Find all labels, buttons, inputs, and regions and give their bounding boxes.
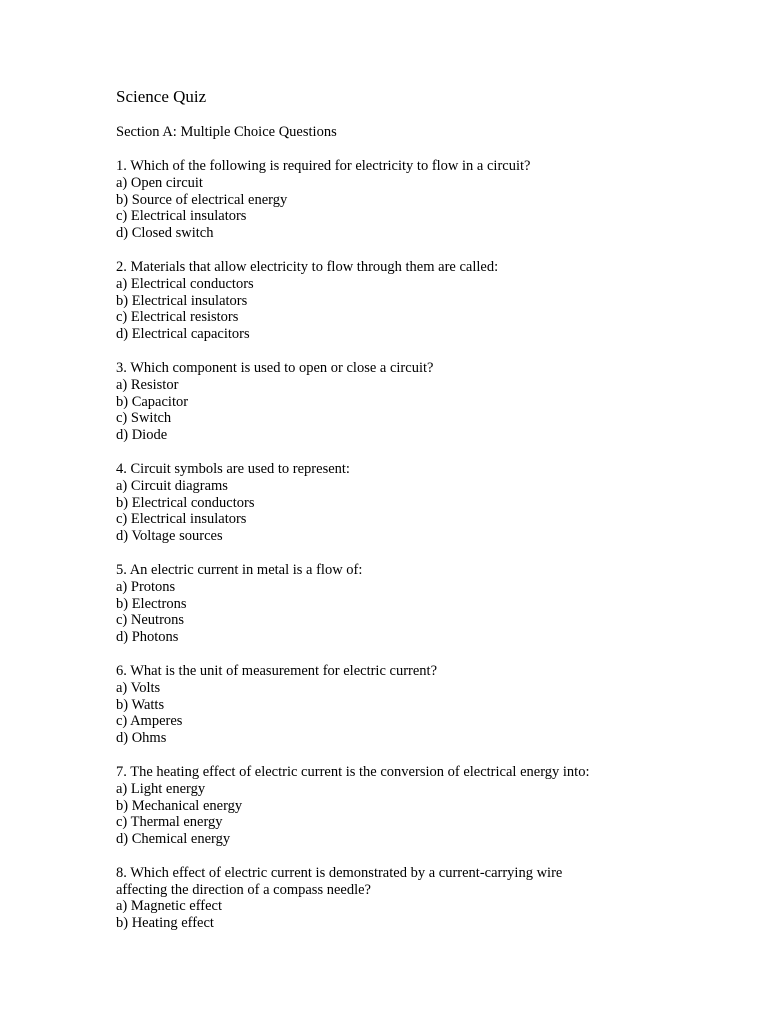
option-a: a) Electrical conductors — [116, 275, 254, 292]
option-d: d) Voltage sources — [116, 528, 223, 545]
option-d: d) Chemical energy — [116, 831, 231, 848]
option-b: b) Electrons — [116, 595, 187, 612]
question-text: 6. What is the unit of measurement for electric current? — [116, 662, 438, 679]
question-text: 4. Circuit symbols are used to represent: — [116, 460, 350, 477]
option-c: c) Neutrons — [116, 612, 185, 629]
option-a: a) Resistor — [116, 376, 179, 393]
question-3 — [116, 360, 736, 444]
option-a: a) Open circuit — [116, 174, 203, 191]
option-a: a) Light energy — [116, 780, 206, 797]
question-5 — [116, 562, 736, 646]
option-d: d) Diode — [116, 427, 168, 444]
option-a: a) Magnetic effect — [116, 898, 223, 915]
option-d: d) Ohms — [116, 730, 167, 747]
question-text: 8. Which effect of electric current is demonstrated by a current-carrying wire — [116, 864, 563, 881]
option-a: a) Protons — [116, 578, 176, 595]
question-text: 7. The heating effect of electric current is the conversion of electrical energy into: — [116, 763, 590, 780]
option-b: b) Electrical insulators — [116, 292, 248, 309]
question-text-continued: affecting the direction of a compass needle? — [116, 881, 371, 898]
section-heading: Section A: Multiple Choice Questions — [116, 124, 337, 140]
option-a: a) Volts — [116, 679, 161, 696]
question-2 — [116, 259, 736, 343]
option-c: c) Electrical resistors — [116, 309, 239, 326]
option-b: b) Capacitor — [116, 393, 189, 410]
question-8 — [116, 865, 736, 932]
option-c: c) Switch — [116, 410, 172, 427]
question-6 — [116, 663, 736, 747]
option-c: c) Amperes — [116, 713, 183, 730]
question-4 — [116, 461, 736, 545]
option-c: c) Electrical insulators — [116, 208, 247, 225]
option-b: b) Heating effect — [116, 915, 214, 932]
option-b: b) Electrical conductors — [116, 494, 255, 511]
question-text: 3. Which component is used to open or close a circuit? — [116, 359, 434, 376]
option-d: d) Closed switch — [116, 225, 214, 242]
option-c: c) Thermal energy — [116, 814, 223, 831]
question-1 — [116, 158, 736, 242]
question-text: 2. Materials that allow electricity to flow through them are called: — [116, 258, 499, 275]
option-a: a) Circuit diagrams — [116, 477, 228, 494]
question-7 — [116, 764, 736, 848]
option-b: b) Watts — [116, 696, 165, 713]
document-page — [116, 86, 736, 949]
option-c: c) Electrical insulators — [116, 511, 247, 528]
question-text: 1. Which of the following is required for electricity to flow in a circuit? — [116, 158, 531, 174]
page-title: Science Quiz — [116, 87, 207, 106]
option-b: b) Source of electrical energy — [116, 191, 288, 208]
option-d: d) Photons — [116, 629, 179, 646]
option-d: d) Electrical capacitors — [116, 326, 250, 343]
option-b: b) Mechanical energy — [116, 797, 243, 814]
question-text: 5. An electric current in metal is a flow of: — [116, 561, 363, 578]
